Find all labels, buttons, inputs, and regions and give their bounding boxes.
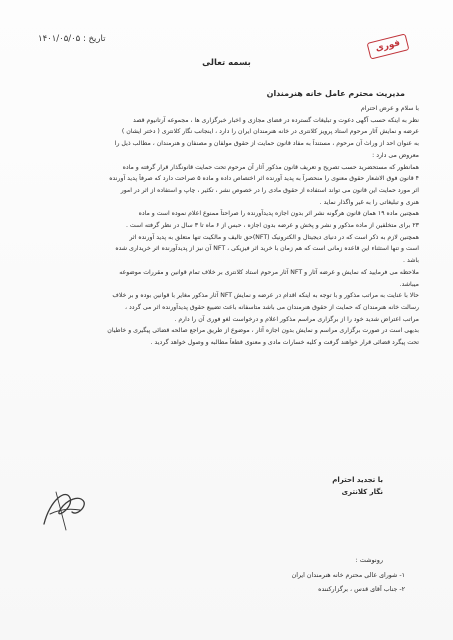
cc-item: ۱- شورای عالی محترم خانه هنرمندان ایران bbox=[291, 572, 405, 579]
body-line: رسالت خانه هنرمندان که حمایت از حقوق هنرمندان می باشد متاسفانه باعث تضییع حقوق پدیدآورنده اثر می گردد ، bbox=[125, 303, 419, 311]
cc-label: رونوشت : bbox=[355, 556, 383, 564]
body-line: تحت پیگرد قضائی قرار خواهند گرفت و کلیه خسارات مادی و معنوی قطعاً مطالبه و وصول خواهد گردید . bbox=[150, 339, 419, 347]
body-line: همچنین لازم به ذکر است که در دنیای دیجیتال و الکترونیک (NFT)حق تالیف و مالکیت تنها متعلق به پدید آورنده اثر bbox=[129, 233, 419, 241]
body-line: معروض می دارد : bbox=[372, 151, 419, 159]
body-line: است و تنها استثناء این قاعده زمانی است که هم زمان با خرید اثر فیزیکی ، NFT آن نیز از پدیدآورنده اثر خریداری شده bbox=[115, 245, 419, 253]
body-line: ۴ قانون فوق الاشعار حقوق معنوی را منحصراً به پدید آورنده اثر اختصاص داده و ماده ۵ صراحت دارد که صرفاً پدید آورنده bbox=[109, 175, 419, 183]
body-line: عرضه و نمایش آثار مرحوم استاد پرویز کلانتری در خانه هنرمندان ایران را دارد ، اینجانب نگار کلانتری ( دختر ایشان ) bbox=[121, 128, 419, 136]
body-line: ۲۳ برای متخلفین از ماده مذکور و نشر و پخش و عرضه بدون اجازه ، حبس از ۶ ماه تا ۳ سال در نظر گرفته است . bbox=[125, 222, 419, 230]
body-line: اثر مورد حمایت این قانون می تواند استفاده از حقوق مادی را در خصوص نشر ، تکثیر ، چاپ و استفاده از اثر در امور bbox=[120, 186, 419, 194]
body-line: ملاحظه می فرمایید که نمایش و عرضه آثار و NFT آثار مرحوم استاد کلانتری بر خلاف تمام قوانین و مقررات موضوعه bbox=[119, 268, 419, 276]
body-line: با سلام و عرض احترام bbox=[360, 105, 419, 112]
body-line: همانطور که مستحضرید حسب تصریح و تعریف قانون مذکور آثار آن مرحوم تحت حمایت قانونگذار قرار گرفته و ماده bbox=[122, 163, 419, 171]
body-line: به عنوان احد از وراث آن مرحوم ، مستنداً به مفاد قانون حمایت از حقوق مولفان و مصنفان و هنرمندان ، مطالب ذیل را bbox=[114, 140, 419, 148]
body-line: هنری و تبلیغاتی را به غیر واگذار نماید . bbox=[319, 198, 419, 206]
body-line: حالا با عنایت به مراتب مذکور و با توجه به اینکه اقدام در عرضه و نمایش NFT آثار مذکور مغایر با قوانین بوده و بر خلاف bbox=[112, 292, 419, 300]
urgent-stamp: فوری bbox=[367, 33, 410, 59]
body-line: میباشد. bbox=[399, 280, 419, 288]
letter-heading: بسمه تعالی bbox=[202, 58, 251, 68]
cc-item: ۲- جناب آقای قدس ، برگزارکننده bbox=[318, 586, 405, 593]
letter-addressee: مدیریت محترم عامل خانه هنرمندان bbox=[266, 89, 405, 98]
letter-body bbox=[34, 104, 419, 350]
signer-name: نگار کلانتری bbox=[341, 488, 383, 496]
body-line: مراتب اعتراض شدید خود را از برگزاری مراسم مذکور اعلام و درخواست لغو فوری آن را دارم . bbox=[174, 315, 419, 323]
closing-line: با تجدید احترام bbox=[332, 476, 383, 484]
body-line: همچنین ماده ۱۹ همان قانون هرگونه نشر اثر بدون اجازه پدیدآورنده را صراحتاً ممنوع اعلام نموده است و ماده bbox=[138, 210, 419, 218]
body-line: نظر به اینکه حسب آگهی دعوت و تبلیغات گسترده در فضای مجازی و اخبار خبرگزاری ها ، مجموعه آرتانیوم قصد bbox=[132, 116, 419, 124]
letter-date: تاریخ : ۱۴۰۱/۰۵/۰۵ bbox=[38, 34, 106, 44]
body-line: بدیهی است در صورت برگزاری مراسم و نمایش بدون اجازه آثار ، موضوع از طریق مراجع صالحه قضائی پیگیری و خاطیان bbox=[107, 327, 419, 335]
handwritten-signature bbox=[36, 480, 92, 536]
body-line: باشد . bbox=[403, 257, 419, 265]
